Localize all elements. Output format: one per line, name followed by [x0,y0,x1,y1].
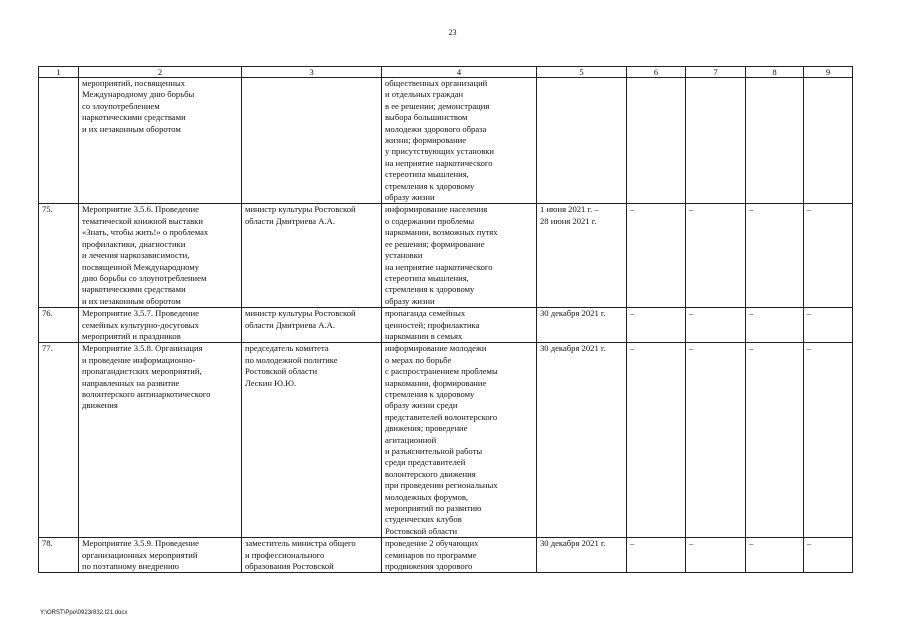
activity-cell: Мероприятие 3.5.9. Проведение организационных мероприятий по поэтапному внедрению [79,538,242,573]
header-row [39,67,853,78]
result-cell: общественных организаций и отдельных граждан в ее решении; демонстрация выбора большинством молодежи здорового образа жизни; формирование у присутствующих установки на неприятие наркотического стереотипа мышления, стремления к здоровому образу жизни [382,78,537,204]
activity-cell: Мероприятие 3.5.7. Проведение семейных культурно-досуговых мероприятий и праздников [79,308,242,343]
table-row [39,308,853,343]
activities-table [38,66,853,573]
activity-cell: мероприятий, посвященных Международному дню борьбы со злоупотреблением наркотическими средствами и их незаконным оборотом [79,78,242,204]
table-row [39,204,853,308]
col6-cell: – [627,308,686,343]
header-cell-9: 9 [804,67,853,78]
date-cell: 30 декабря 2021 г. [537,538,627,573]
col8-cell: – [746,308,804,343]
row-number: 76. [39,308,79,343]
row-number: 75. [39,204,79,308]
col8-cell: – [746,204,804,308]
row-number: 78. [39,538,79,573]
date-cell: 30 декабря 2021 г. [537,308,627,343]
header-cell-5: 5 [537,67,627,78]
activity-cell: Мероприятие 3.5.8. Организация и проведение информационно- пропагандистских мероприятий, направленных на развитие волонтерского антинаркотического движения [79,343,242,538]
responsible-cell: министр культуры Ростовской области Дмитриева А.А. [242,204,382,308]
result-cell: информирование молодежи о мерах по борьбе с распространением проблемы наркомании, формирование стремления к здоровому образу жизни среди представителей волонтерского движения; проведение агитационной и разъяснительной работы среди представителей волонтерского движения при проведении региональных молодежных форумов, мероприятий по развитию студенческих клубов Ростовской области [382,343,537,538]
result-cell: проведение 2 обучающих семинаров по программе продвижения здорового [382,538,537,573]
col9-cell: – [804,204,853,308]
header-cell-2: 2 [79,67,242,78]
date-cell [537,78,627,204]
col8-cell [746,78,804,204]
col7-cell: – [686,204,746,308]
table-row [39,343,853,538]
col9-cell: – [804,343,853,538]
col8-cell: – [746,538,804,573]
responsible-cell: заместитель министра общего и профессионального образования Ростовской [242,538,382,573]
col6-cell: – [627,538,686,573]
result-cell: информирование населения о содержании проблемы наркомании, возможных путях ее решения; формирование установки на неприятие наркотического стереотипа мышления, стремления к здоровому образу жизни [382,204,537,308]
responsible-cell [242,78,382,204]
result-cell: пропаганда семейных ценностей; профилактика наркомании в семьях [382,308,537,343]
header-cell-4: 4 [382,67,537,78]
responsible-cell: председатель комитета по молодежной политике Ростовской области Лескин Ю.Ю. [242,343,382,538]
header-cell-1: 1 [39,67,79,78]
table-row [39,538,853,573]
activity-cell: Мероприятие 3.5.6. Проведение тематической книжной выставки «Знать, чтобы жить!» о проблемах профилактики, диагностики и лечения наркозависимости, посвященной Международному дню борьбы со злоупотреблением наркотическими средствами и их незаконным оборотом [79,204,242,308]
col6-cell [627,78,686,204]
header-cell-7: 7 [686,67,746,78]
date-cell: 1 июня 2021 г. – 28 июня 2021 г. [537,204,627,308]
col7-cell: – [686,538,746,573]
col7-cell: – [686,343,746,538]
row-number: 77. [39,343,79,538]
table-row [39,78,853,204]
col9-cell [804,78,853,204]
col7-cell: – [686,308,746,343]
col9-cell: – [804,308,853,343]
header-cell-6: 6 [627,67,686,78]
header-cell-3: 3 [242,67,382,78]
col7-cell [686,78,746,204]
col9-cell: – [804,538,853,573]
responsible-cell: министр культуры Ростовской области Дмитриева А.А. [242,308,382,343]
row-number [39,78,79,204]
col8-cell: – [746,343,804,538]
page-number: 23 [448,28,457,37]
date-cell: 30 декабря 2021 г. [537,343,627,538]
file-path-footer: Y:\ORST\Ppo\0923r832.f21.docx [40,610,128,616]
header-cell-8: 8 [746,67,804,78]
col6-cell: – [627,204,686,308]
col6-cell: – [627,343,686,538]
